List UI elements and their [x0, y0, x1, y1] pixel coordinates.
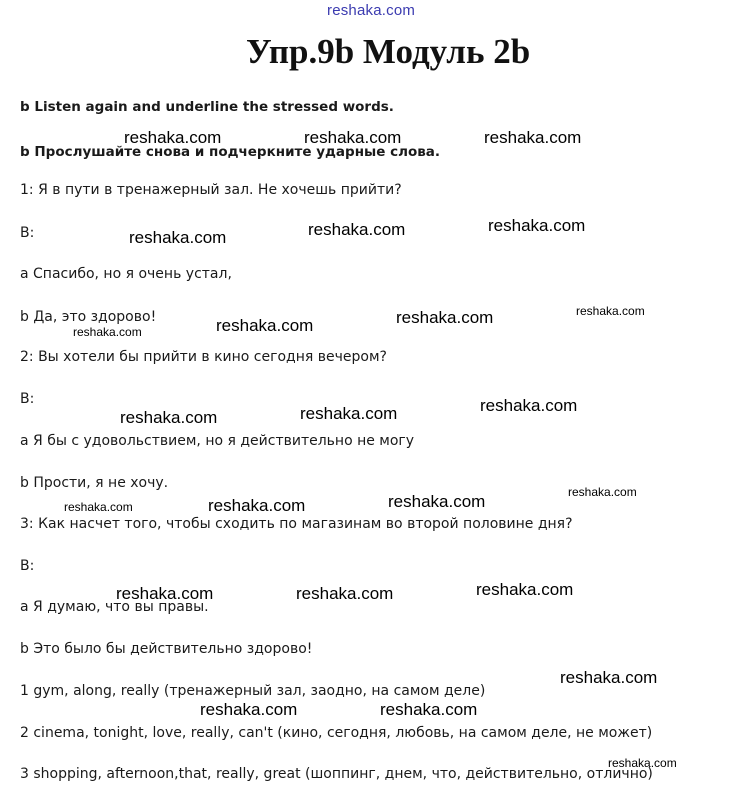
dialogue-line-2-b: B:: [20, 391, 35, 407]
watermark: reshaka.com: [116, 584, 214, 603]
watermark: reshaka.com: [304, 128, 402, 147]
answer-line-3: 3 shopping, afternoon,that, really, great (шоппинг, днем, что, действительно, отлично): [20, 766, 653, 782]
watermark: reshaka.com: [308, 220, 406, 239]
watermark: reshaka.com: [208, 496, 306, 515]
watermark: reshaka.com: [120, 408, 218, 427]
watermark: reshaka.com: [476, 580, 574, 599]
watermark: reshaka.com: [396, 308, 494, 327]
dialogue-line-2-answer-a: a Я бы с удовольствием, но я действительно не могу: [20, 433, 415, 449]
site-link[interactable]: reshaka.com: [327, 2, 416, 19]
watermark: reshaka.com: [388, 492, 486, 511]
task-instruction-en: b Listen again and underline the stressed words.: [20, 99, 394, 115]
watermark: reshaka.com: [568, 485, 637, 499]
dialogue-line-2-question: 2: Вы хотели бы прийти в кино сегодня вечером?: [20, 349, 387, 365]
dialogue-line-3-question: 3: Как насчет того, чтобы сходить по магазинам во второй половине дня?: [20, 516, 573, 532]
watermark: reshaka.com: [300, 404, 398, 423]
watermark: reshaka.com: [216, 316, 314, 335]
dialogue-line-3-b: B:: [20, 558, 35, 574]
watermark: reshaka.com: [124, 128, 222, 147]
watermark: reshaka.com: [488, 216, 586, 235]
watermark: reshaka.com: [480, 396, 578, 415]
dialogue-line-1-question: 1: Я в пути в тренажерный зал. Не хочешь прийти?: [20, 182, 402, 198]
task-instruction-ru: b Прослушайте снова и подчеркните ударные слова.: [20, 144, 441, 160]
watermark: reshaka.com: [576, 304, 645, 318]
dialogue-line-1-answer-b: b Да, это здорово!: [20, 309, 157, 325]
dialogue-line-1-b: B:: [20, 225, 35, 241]
watermark: reshaka.com: [73, 325, 142, 339]
dialogue-line-2-answer-b: b Прости, я не хочу.: [20, 475, 169, 491]
answer-line-1: 1 gym, along, really (тренажерный зал, заодно, на самом деле): [20, 683, 486, 699]
page-title: Упр.9b Модуль 2b: [246, 32, 531, 71]
watermark: reshaka.com: [200, 700, 298, 719]
dialogue-line-1-answer-a: a Спасибо, но я очень устал,: [20, 266, 232, 282]
dialogue-line-3-answer-b: b Это было бы действительно здорово!: [20, 641, 313, 657]
watermark: reshaka.com: [129, 228, 227, 247]
watermark: reshaka.com: [608, 756, 677, 770]
dialogue-line-3-answer-a: a Я думаю, что вы правы.: [20, 599, 209, 615]
answer-line-2: 2 cinema, tonight, love, really, can't (кино, сегодня, любовь, на самом деле, не может): [20, 725, 653, 741]
watermark: reshaka.com: [484, 128, 582, 147]
watermark: reshaka.com: [380, 700, 478, 719]
watermark: reshaka.com: [64, 500, 133, 514]
watermark: reshaka.com: [560, 668, 658, 687]
watermark: reshaka.com: [296, 584, 394, 603]
